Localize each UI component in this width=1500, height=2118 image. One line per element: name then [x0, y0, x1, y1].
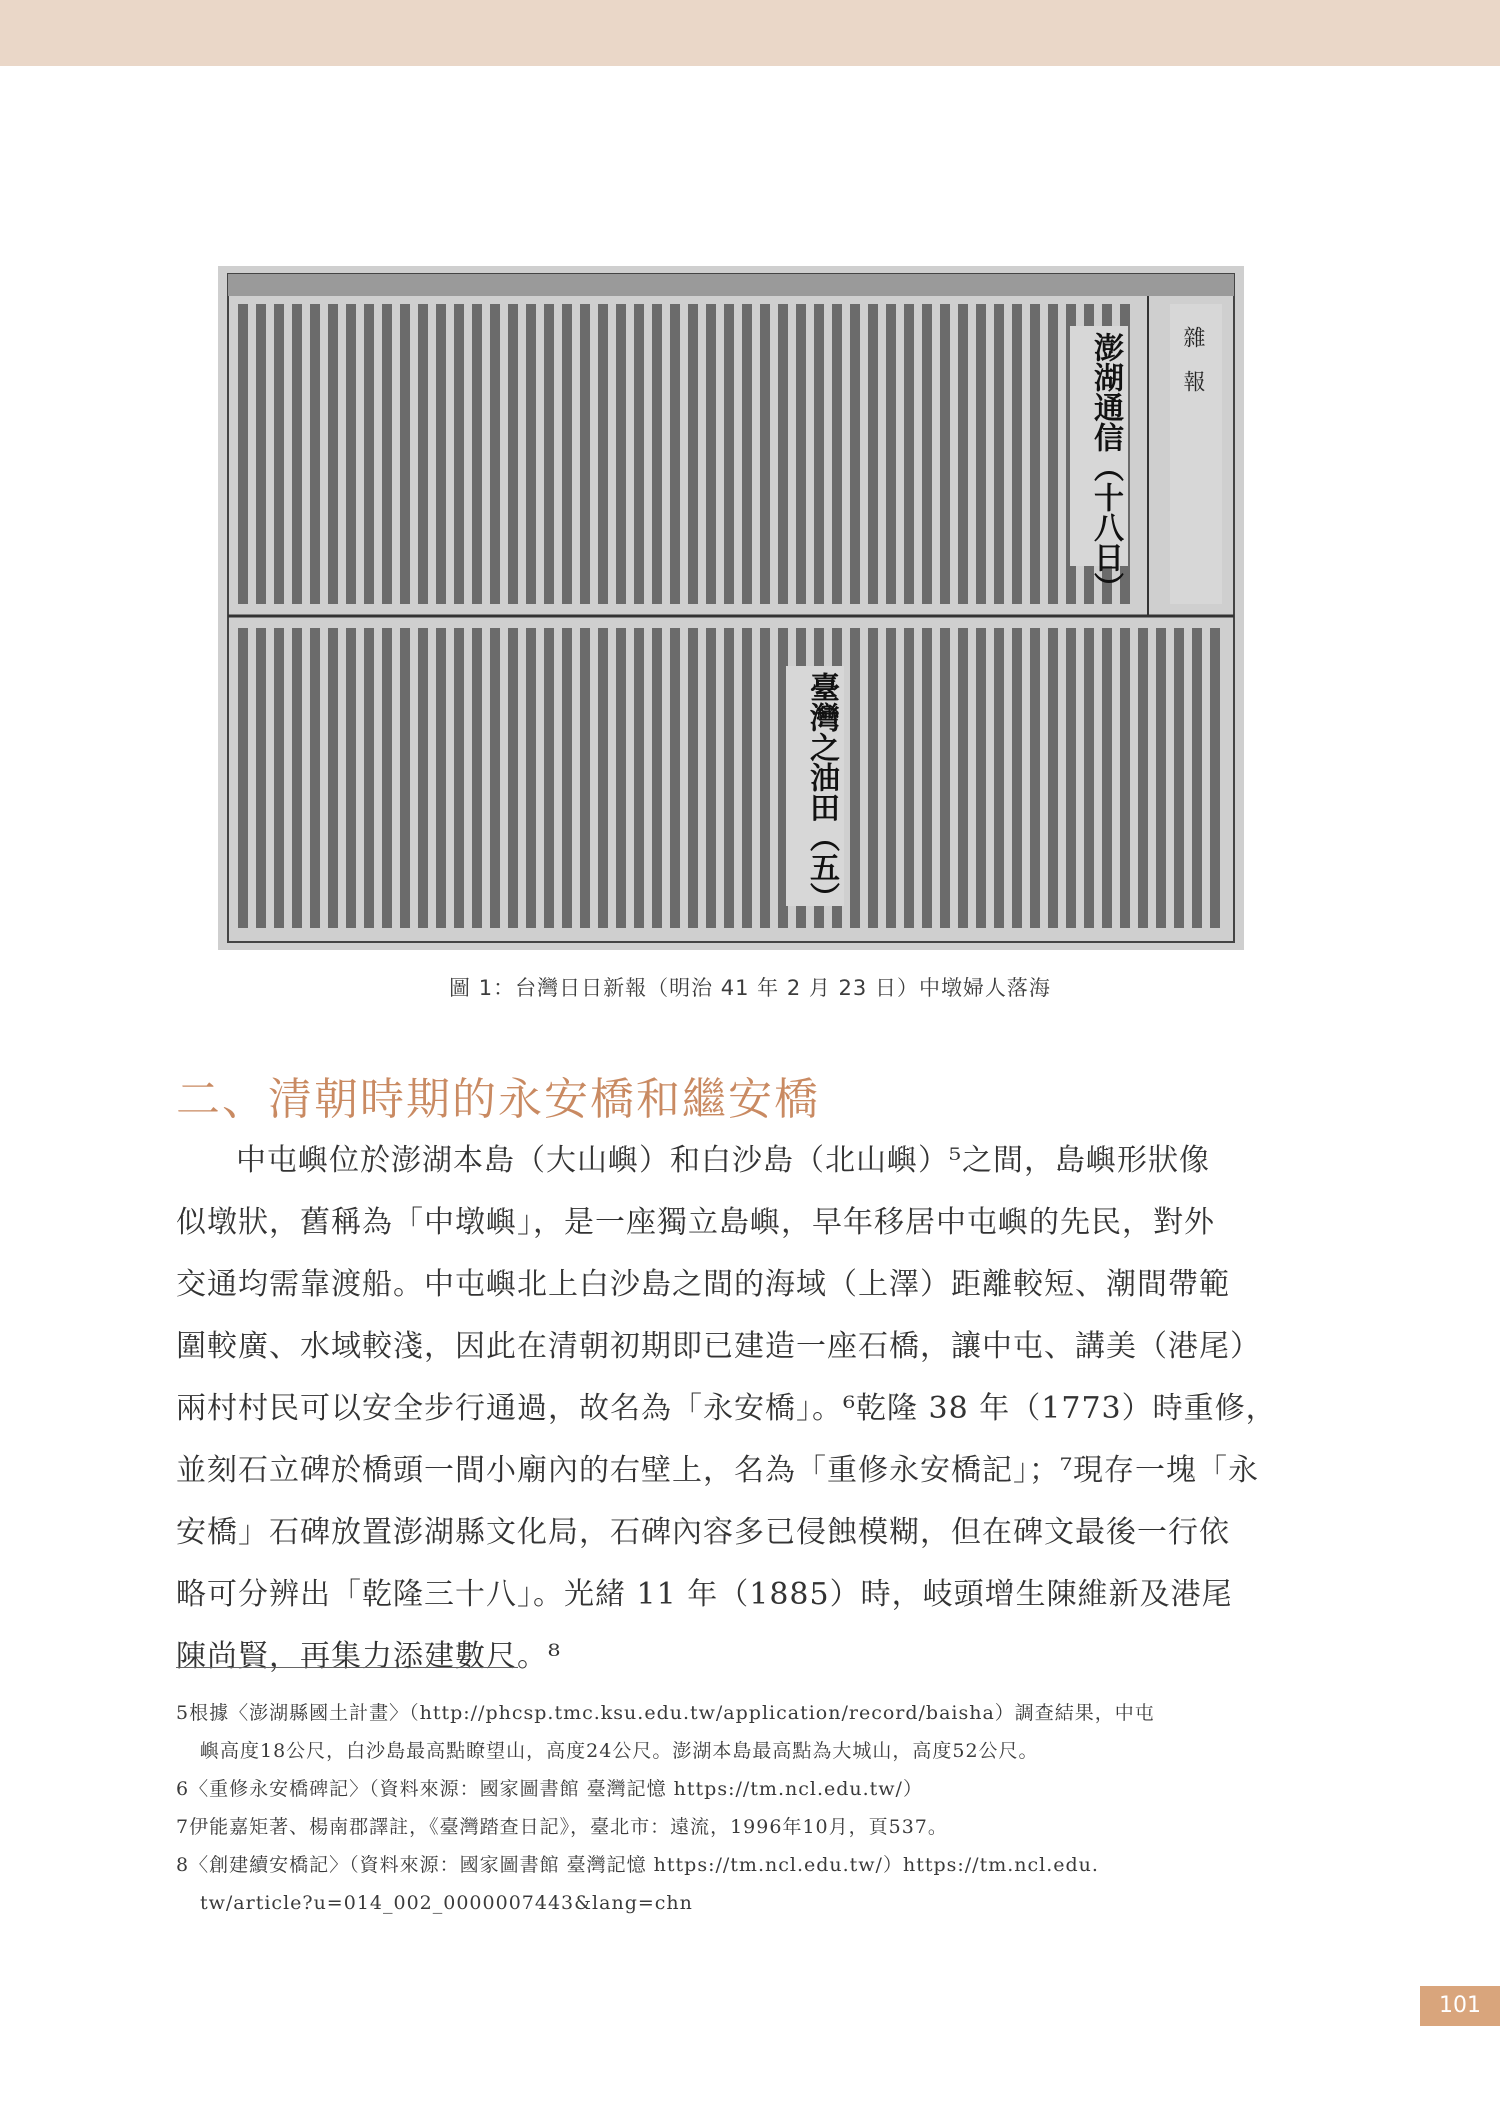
- footnote-line: 7伊能嘉矩著、楊南郡譯註，《臺灣踏查日記》，臺北市：遠流，1996年10月，頁537。: [176, 1816, 948, 1838]
- newspaper-headline-penghu: 澎湖通信（十八日）: [1088, 332, 1123, 602]
- footnote-line: tw/article?u=014_002_0000007443&lang=chn: [200, 1892, 693, 1914]
- body-line: 似墩狀，舊稱為「中墩嶼」，是一座獨立島嶼，早年移居中屯嶼的先民，對外: [176, 1205, 1215, 1240]
- top-decorative-band: [0, 0, 1500, 66]
- section-heading: 二、清朝時期的永安橋和繼安橋: [176, 1074, 820, 1125]
- body-line: 兩村村民可以安全步行通過，故名為「永安橋」。⁶乾隆 38 年（1773）時重修，: [176, 1391, 1277, 1426]
- body-line: 交通均需靠渡船。中屯嶼北上白沙島之間的海域（上澤）距離較短、潮間帶範: [176, 1267, 1230, 1302]
- footnote-line: 6〈重修永安橋碑記〉（資料來源：國家圖書館 臺灣記憶 https://tm.ncl.edu.tw/）: [176, 1778, 923, 1800]
- body-line: 安橋」石碑放置澎湖縣文化局，石碑內容多已侵蝕模糊，但在碑文最後一行依: [176, 1515, 1230, 1550]
- footnote-line: 8〈創建續安橋記〉（資料來源：國家圖書館 臺灣記憶 https://tm.ncl.edu.tw/）https://tm.ncl.edu.: [176, 1854, 1099, 1876]
- body-line: 陳尚賢，再集力添建數尺。⁸: [176, 1639, 562, 1674]
- body-paragraph: [176, 1130, 1298, 1688]
- figure-caption: 圖 1：台灣日日新報（明治 41 年 2 月 23 日）中墩婦人落海: [449, 976, 1051, 1000]
- body-line: 中屯嶼位於澎湖本島（大山嶼）和白沙島（北山嶼）⁵之間，島嶼形狀像: [236, 1143, 1211, 1178]
- newspaper-section-label: 雜 報: [1180, 326, 1205, 392]
- newspaper-headline-oilfield: 臺灣之油田（五）: [804, 672, 839, 912]
- footnote-line: 5根據〈澎湖縣國土計畫〉（http://phcsp.tmc.ksu.edu.tw/application/record/baisha）調查結果，中屯: [176, 1702, 1155, 1724]
- footnotes: [176, 1694, 1300, 1922]
- footnote-line: 嶼高度18公尺，白沙島最高點瞭望山，高度24公尺。澎湖本島最高點為大城山，高度52公尺。: [200, 1740, 1039, 1762]
- page-number: 101: [1420, 1986, 1500, 2026]
- body-line: 略可分辨出「乾隆三十八」。光緒 11 年（1885）時，岐頭增生陳維新及港尾: [176, 1577, 1233, 1612]
- body-line: 並刻石立碑於橋頭一間小廟內的右壁上，名為「重修永安橋記」；⁷現存一塊「永: [176, 1453, 1260, 1488]
- footnote-divider: [176, 1667, 518, 1668]
- newspaper-clipping-figure: [218, 266, 1244, 950]
- body-line: 圍較廣、水域較淺，因此在清朝初期即已建造一座石橋，讓中屯、講美（港尾）: [176, 1329, 1261, 1364]
